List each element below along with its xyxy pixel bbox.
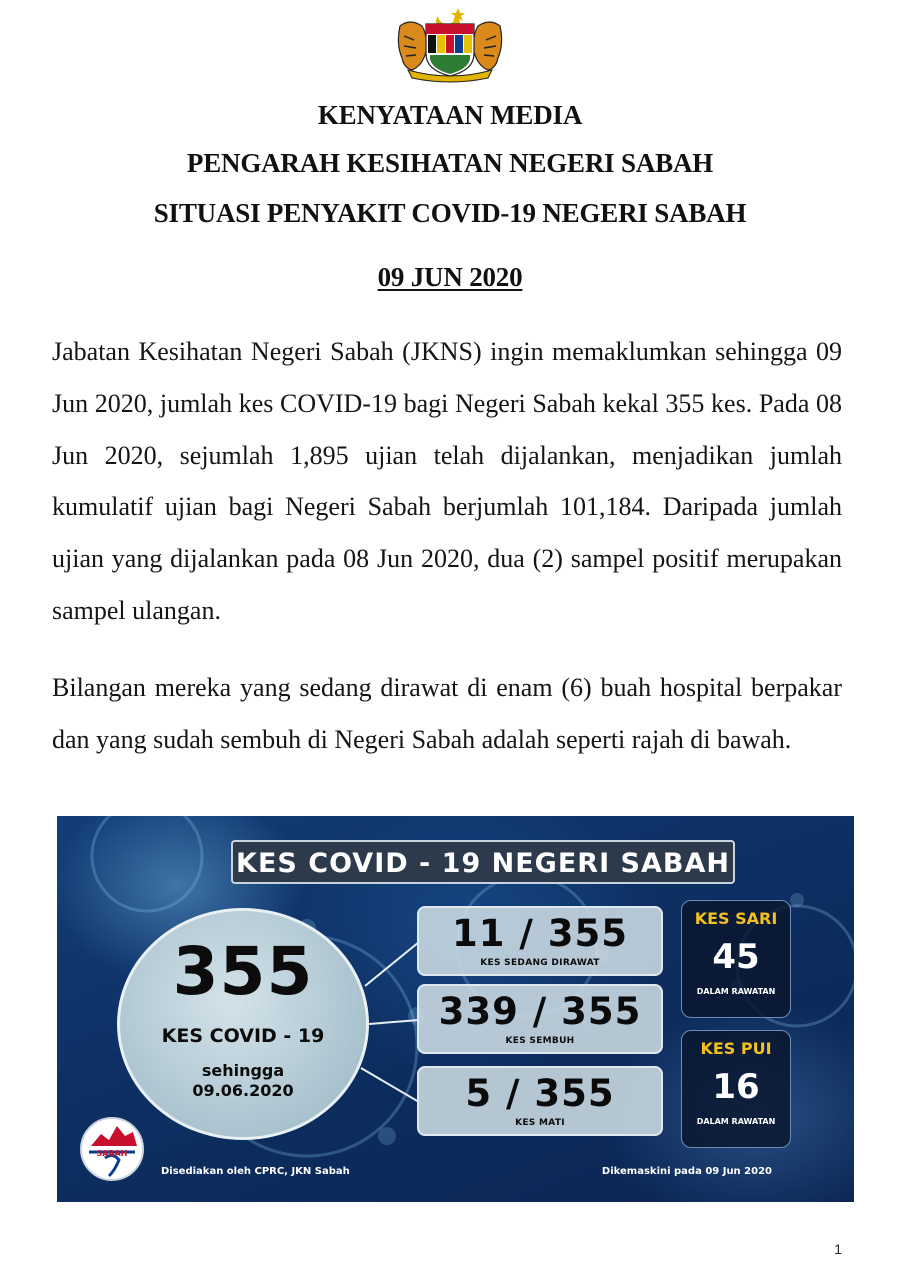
stat-deaths: [417, 1066, 663, 1136]
logo-text: SABAH: [96, 1149, 128, 1158]
stat-value: 11 / 355: [452, 912, 628, 955]
stat-label: KES MATI: [515, 1118, 565, 1128]
stat-value: 339 / 355: [438, 990, 642, 1033]
situation-title: SITUASI PENYAKIT COVID-19 NEGERI SABAH: [153, 198, 747, 228]
until-date: 09.06.2020: [192, 1081, 294, 1100]
coat-of-arms-icon: [392, 2, 508, 84]
side-value: 16: [712, 1067, 760, 1107]
stat-label: KES SEDANG DIRAWAT: [480, 958, 600, 968]
pui-cases-box: [681, 1030, 791, 1148]
total-cases-until: [120, 1061, 366, 1101]
statement-date: 09 JUN 2020: [377, 262, 523, 292]
covid-infographic: [57, 816, 854, 1202]
media-statement-title: KENYATAAN MEDIA: [317, 100, 583, 130]
body-paragraph: Bilangan mereka yang sedang dirawat di enam (6) buah hospital berpakar dan yang sudah sembuh di Negeri Sabah adalah seperti rajah di bawah.: [52, 673, 842, 754]
stat-recovered: [417, 984, 663, 1054]
side-sub: DALAM RAWATAN: [696, 987, 776, 996]
side-title: KES PUI: [700, 1039, 772, 1058]
director-title: PENGARAH KESIHATAN NEGERI SABAH: [186, 148, 714, 178]
prepared-by: Disediakan oleh CPRC, JKN Sabah: [161, 1166, 350, 1177]
stat-label: KES SEMBUH: [505, 1036, 575, 1046]
stat-value: 5 / 355: [465, 1072, 615, 1115]
total-cases-label: KES COVID - 19: [161, 1025, 325, 1047]
side-sub: DALAM RAWATAN: [696, 1117, 776, 1126]
total-cases-circle: [117, 908, 369, 1140]
side-title: KES SARI: [694, 909, 778, 928]
page-number: 1: [834, 1241, 842, 1257]
infographic-banner: KES COVID - 19 NEGERI SABAH: [231, 840, 735, 884]
body-paragraph: Jabatan Kesihatan Negeri Sabah (JKNS) ingin memaklumkan sehingga 09 Jun 2020, jumlah kes COVID-19 bagi Negeri Sabah kekal 355 kes. Pada 08 Jun 2020, sejumlah 1,895 ujian telah dijalankan, menjadikan jumlah kumulatif ujian bagi Negeri Sabah berjumlah 101,184. Daripada jumlah ujian yang dijalankan pada 08 Jun 2020, dua (2) sampel positif merupakan sampel ulangan.: [52, 337, 842, 625]
sari-cases-box: [681, 900, 791, 1018]
total-cases-value: 355: [172, 933, 314, 1010]
sabah-logo-icon: [79, 1116, 145, 1182]
until-label: sehingga: [201, 1061, 285, 1080]
stat-under-treatment: [417, 906, 663, 976]
updated-on: Dikemaskini pada 09 Jun 2020: [601, 1166, 772, 1177]
side-value: 45: [712, 937, 760, 977]
